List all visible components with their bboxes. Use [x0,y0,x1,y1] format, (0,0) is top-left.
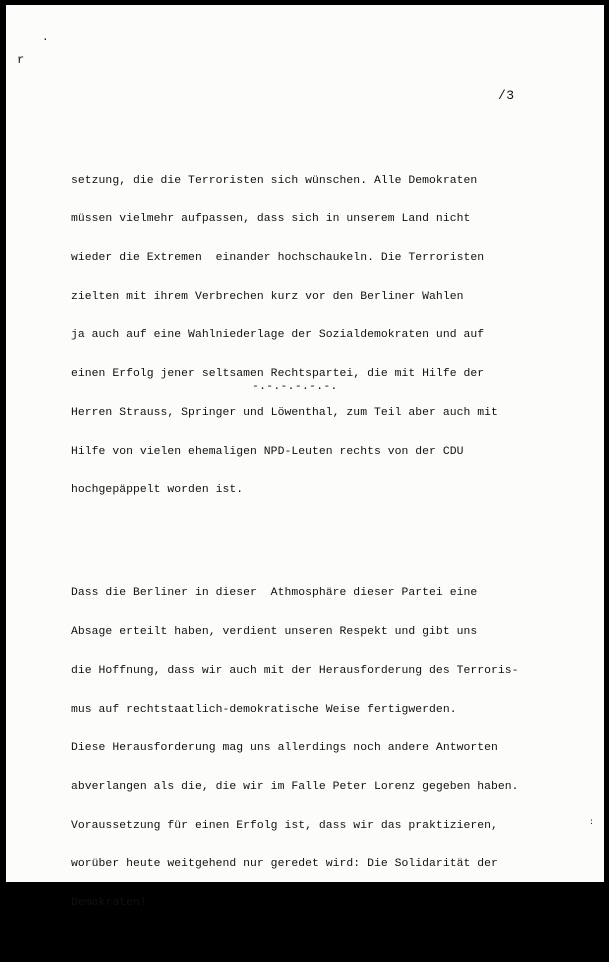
text-line: ja auch auf eine Wahlniederlage der Sozialdemokraten und auf [71,329,485,342]
text-line: setzung, die die Terroristen sich wünschen. Alle Demokraten [71,174,478,187]
text-line: Demokraten! [71,897,147,910]
text-line: wieder die Extremen einander hochschaukeln. Die Terroristen [71,252,485,265]
text-line: Dass die Berliner in dieser Athmosphäre dieser Partei eine [71,587,478,600]
text-line: Voraussetzung für einen Erfolg ist, dass wir das praktizieren, [71,819,498,832]
document-page [6,5,604,910]
text-line: einen Erfolg jener seltsamen Rechtspartei, die mit Hilfe der [71,368,485,381]
text-line: Herren Strauss, Springer und Löwenthal, zum Teil aber auch mit [71,406,498,419]
text-line: müssen vielmehr aufpassen, dass sich in unserem Land nicht [71,213,471,226]
scan-speck: . [42,32,49,44]
scan-speck: r [17,53,25,67]
section-separator: -.-.-.-.-.-. [252,381,338,393]
text-line: hochgepäppelt worden ist. [71,484,244,497]
text-line: die Hoffnung, dass wir auch mit der Herausforderung des Terroris- [71,664,519,677]
page-number: /3 [498,88,515,103]
text-line: abverlangen als die, die wir im Falle Peter Lorenz gegeben haben. [71,780,519,793]
letter-body [71,123,591,962]
scan-speck: : [589,818,594,827]
text-line: Diese Herausforderung mag uns allerdings noch andere Antworten [71,742,498,755]
text-line: worüber heute weitgehend nur geredet wird: Die Solidarität der [71,858,498,871]
paragraph-2 [71,562,591,936]
paragraph-1 [71,149,591,523]
text-line: mus auf rechtstaatlich-demokratische Weise fertigwerden. [71,703,457,716]
text-line: Absage erteilt haben, verdient unseren Respekt und gibt uns [71,626,478,639]
text-line: zielten mit ihrem Verbrechen kurz vor den Berliner Wahlen [71,290,464,303]
text-line: Hilfe von vielen ehemaligen NPD-Leuten rechts von der CDU [71,445,464,458]
